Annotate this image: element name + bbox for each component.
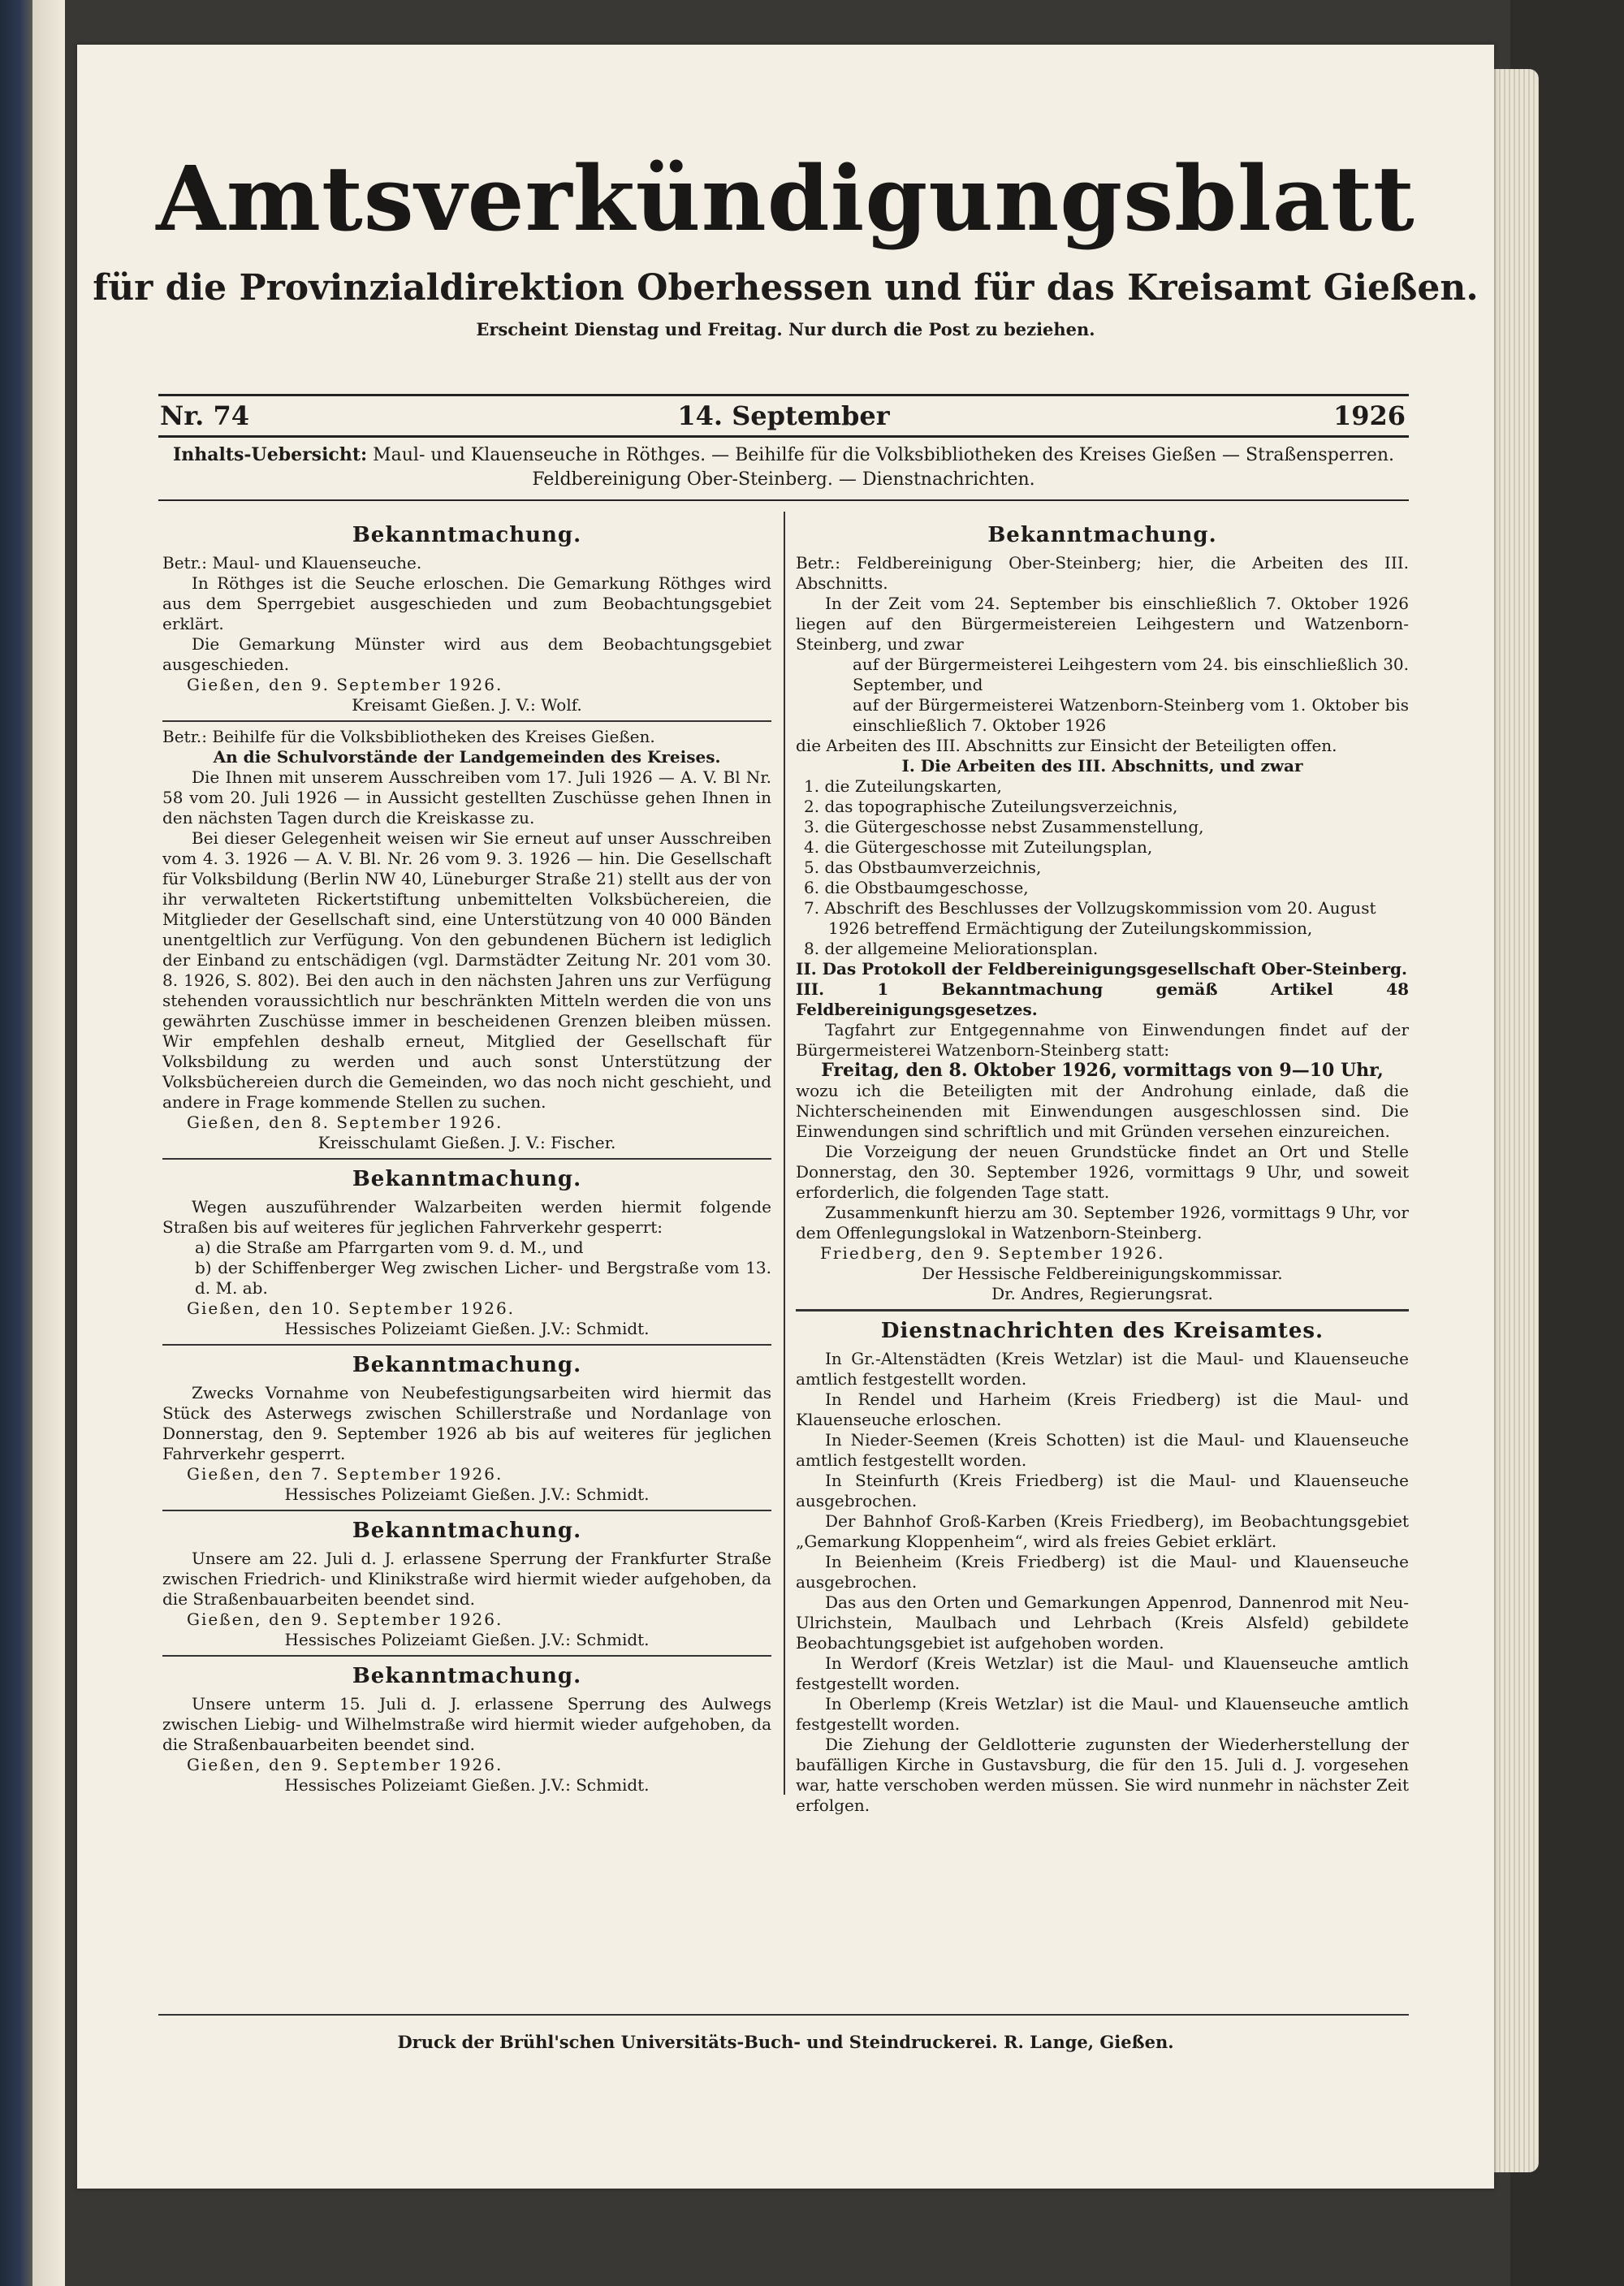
notice-asterweg [162,1350,771,1505]
news-paragraph: In Oberlemp (Kreis Wetzlar) ist die Maul- und Klauenseuche amtlich festgestellt worden. [796,1694,1409,1734]
notice-frankfurter-strasse [162,1516,771,1650]
left-page-edge [32,0,65,2286]
notice-paragraph: wozu ich die Beteiligten mit der Androhung einlade, daß die Nichterscheinenden mit Einwendungen ausgeschlossen sind. Die Einwendungen sind schriftlich und mit Gründen versehen einzureichen. [796,1081,1409,1141]
notice-aulweg [162,1662,771,1796]
notice-place-date: Gießen, den 9. September 1926. [187,1610,503,1629]
news-paragraph: In Rendel und Harheim (Kreis Friedberg) ist die Maul- und Klauenseuche erloschen. [796,1389,1409,1429]
notice-paragraph: die Arbeiten des III. Abschnitts zur Einsicht der Beteiligten offen. [796,736,1337,755]
notice-signature: Hessisches Polizeiamt Gießen. J.V.: Schmidt. [284,1484,650,1504]
section-rule [162,1510,771,1511]
issue-number: Nr. 74 [160,400,249,431]
footer-rule [158,2014,1409,2016]
section-rule [162,1344,771,1346]
notice-heading: Dienstnachrichten des Kreisamtes. [880,1319,1324,1343]
section-rule [162,1158,771,1160]
list-item: 1. die Zuteilungskarten, [804,776,1002,796]
notice-subject: Betr.: Beihilfe für die Volksbibliotheken des Kreises Gießen. [162,727,655,746]
right-column [796,516,1409,1816]
notice-signature: Hessisches Polizeiamt Gießen. J.V.: Schmidt. [284,1319,650,1338]
list-item: 7. Abschrift des Beschlusses der Vollzugskommission vom 20. August 1926 betreffend Ermächtigung der Zuteilungskommission, [804,898,1376,938]
notice-paragraph: Zwecks Vornahme von Neubefestigungsarbeiten wird hiermit das Stück des Asterwegs zwischen Schillerstraße und Nordanlage von Donnerstag, den 9. September 1926 ab bis auf weiteres für jeglichen Fahrverkehr gesperrt. [162,1383,771,1463]
notice-feldbereinigung [796,521,1409,1304]
notice-place-date: Gießen, den 8. September 1926. [187,1113,503,1132]
notice-paragraph: auf der Bürgermeisterei Watzenborn-Steinberg vom 1. Oktober bis einschließlich 7. Oktober 1926 [853,695,1409,735]
notice-paragraph: auf der Bürgermeisterei Leihgestern vom 24. bis einschließlich 30. September, und [853,655,1409,694]
notice-signature: Kreisschulamt Gießen. J. V.: Fischer. [317,1133,616,1152]
masthead-title: Amtsverkündigungsblatt [156,146,1415,251]
masthead-schedule: Erscheint Dienstag und Freitag. Nur durch die Post zu beziehen. [476,319,1095,339]
news-paragraph: Die Ziehung der Geldlotterie zugunsten der Wiederherstellung der baufälligen Kirche in Gustavsburg, die für den 15. Juli d. J. vorgesehen war, hatte verschoben werden müssen. Sie wird nunmehr in nächster Zeit erfolgen. [796,1735,1409,1815]
document-list [796,776,1409,959]
notice-signature: Hessisches Polizeiamt Gießen. J.V.: Schmidt. [284,1630,650,1649]
notice-walzarbeiten [162,1165,771,1339]
section-rule [796,1309,1409,1312]
toc-line-1: Maul- und Klauenseuche in Röthges. — Beihilfe für die Volksbibliotheken des Kreises Gießen — Straßensperren. [373,445,1395,465]
notice-item-b: b) der Schiffenberger Weg zwischen Licher- und Bergstraße vom 13. d. M. ab. [195,1258,771,1298]
news-paragraph: In Nieder-Seemen (Kreis Schotten) ist die Maul- und Klauenseuche amtlich festgestellt worden. [796,1430,1409,1470]
notice-signature: Kreisamt Gießen. J. V.: Wolf. [352,695,582,715]
issue-line [158,394,1409,438]
notice-paragraph: Bei dieser Gelegenheit weisen wir Sie erneut auf unser Ausschreiben vom 4. 3. 1926 — A. V. Bl. Nr. 26 vom 9. 3. 1926 — hin. Die Gesellschaft für Volksbildung (Berlin NW 40, Lüneburger Straße 21) stellt aus der von ihr verwalteten Rickertstiftung unbemittelten Volksbüchereien, die Mitglieder der Gesellschaft sind, eine Unterstützung von 40 000 Bänden unentgeltlich zur Verfügung. Von den gebundenen Büchern ist lediglich der Einband zu entschädigen (vgl. Darmstädter Zeitung Nr. 201 vom 30. 8. 1926, S. 802). Bei den auch in den nächsten Jahren uns zur Verfügung stehenden voraussichtlich nur beschränkten Mitteln werden die von uns gewährten Zuschüsse immer in bescheidenen Grenzen bleiben müssen. Wir empfehlen deshalb erneut, Mitglied der Gesellschaft für Volksbildung zu werden und auch sonst Unterstützung der Volksbüchereien durch die Gemeinden, wo das noch nicht geschieht, und andere in Frage kommende Stellen zu suchen. [162,828,771,1112]
section-rule [162,720,771,722]
notice-place-date: Gießen, den 9. September 1926. [187,1755,503,1774]
list-item: 4. die Gütergeschosse mit Zuteilungsplan, [804,837,1153,857]
notice-paragraph: Zusammenkunft hierzu am 30. September 1926, vormittags 9 Uhr, vor dem Offenlegungslokal in Watzenborn-Steinberg. [796,1203,1409,1242]
notice-paragraph: Unsere am 22. Juli d. J. erlassene Sperrung der Frankfurter Straße zwischen Friedrich- und Klinikstraße wird hiermit wieder aufgehoben, da die Straßenbauarbeiten beendet sind. [162,1549,771,1609]
toc-line-2: Feldbereinigung Ober-Steinberg. — Dienstnachrichten. [532,469,1035,490]
notice-place-date: Friedberg, den 9. September 1926. [820,1243,1165,1263]
notice-signature: Dr. Andres, Regierungsrat. [991,1284,1213,1303]
column-divider [784,512,785,1795]
list-item: 8. der allgemeine Meliorationsplan. [804,939,1099,958]
news-paragraph: Der Bahnhof Groß-Karben (Kreis Friedberg), im Beobachtungsgebiet „Gemarkung Kloppenheim“, wird als freies Gebiet erklärt. [796,1511,1409,1551]
notice-signature: Der Hessische Feldbereinigungskommissar. [922,1264,1283,1283]
left-column [162,516,771,1796]
notice-place-date: Gießen, den 10. September 1926. [187,1299,516,1318]
news-paragraph: In Beienheim (Kreis Friedberg) ist die Maul- und Klauenseuche ausgebrochen. [796,1552,1409,1592]
notice-heading: Bekanntmachung. [352,1167,582,1191]
notice-heading: Bekanntmachung. [352,1353,582,1377]
section-rule [162,1655,771,1657]
notice-paragraph: Die Ihnen mit unserem Ausschreiben vom 17. Juli 1926 — A. V. Bl Nr. 58 vom 20. Juli 1926 — in Aussicht gestellten Zuschüsse gehen Ihnen in den nächsten Tagen durch die Kreiskasse zu. [162,767,771,828]
notice-addressee: An die Schulvorstände der Landgemeinden des Kreises. [213,747,721,767]
notice-maul-roethges [162,521,771,715]
notice-subject: Betr.: Maul- und Klauenseuche. [162,553,422,573]
book-binding [0,0,32,2286]
notice-place-date: Gießen, den 7. September 1926. [187,1464,503,1484]
masthead-subtitle: für die Provinzialdirektion Oberhessen und für das Kreisamt Gießen. [93,267,1479,309]
notice-paragraph: Die Gemarkung Münster wird aus dem Beobachtungsgebiet ausgeschieden. [162,634,771,674]
toc-label: Inhalts-Uebersicht: [172,444,368,465]
notice-heading: Bekanntmachung. [352,1664,582,1688]
dienstnachrichten [796,1316,1409,1816]
notice-paragraph: In Röthges ist die Seuche erloschen. Die Gemarkung Röthges wird aus dem Sperrgebiet ausgeschieden und zum Beobachtungsgebiet erklärt. [162,573,771,633]
notice-heading: Bekanntmachung. [352,523,582,547]
printer-imprint: Druck der Brühl'schen Universitäts-Buch- und Steindruckerei. R. Lange, Gießen. [397,2032,1174,2052]
notice-paragraph: Unsere unterm 15. Juli d. J. erlassene Sperrung des Aulwegs zwischen Liebig- und Wilhelmstraße wird hiermit wieder aufgehoben, da die Straßenbauarbeiten beendet sind. [162,1694,771,1754]
notice-section-3: III. 1 Bekanntmachung gemäß Artikel 48 Feldbereinigungsgesetzes. [796,979,1409,1019]
list-item: 2. das topographische Zuteilungsverzeichnis, [804,797,1178,816]
notice-heading: Bekanntmachung. [987,523,1217,547]
news-paragraph: Das aus den Orten und Gemarkungen Appenrod, Dannenrod mit Neu-Ulrichstein, Maulbach und Lehrbach (Kreis Alsfeld) gebildete Beobachtungsgebiet ist aufgehoben worden. [796,1592,1409,1653]
notice-section-1: I. Die Arbeiten des III. Abschnitts, und zwar [901,756,1303,776]
toc-rule [158,499,1409,501]
news-paragraph: In Gr.-Altenstädten (Kreis Wetzlar) ist die Maul- und Klauenseuche amtlich festgestellt worden. [796,1349,1409,1389]
hearing-date: Freitag, den 8. Oktober 1926, vormittags von 9—10 Uhr, [821,1060,1384,1081]
news-paragraph: In Steinfurth (Kreis Friedberg) ist die Maul- und Klauenseuche ausgebrochen. [796,1471,1409,1510]
table-of-contents [158,443,1409,492]
list-item: 5. das Obstbaumverzeichnis, [804,858,1042,877]
notice-paragraph: Wegen auszuführender Walzarbeiten werden hiermit folgende Straßen bis auf weiteres für jeglichen Fahrverkehr gesperrt: [162,1197,771,1237]
notice-subject: Betr.: Feldbereinigung Ober-Steinberg; hier, die Arbeiten des III. Abschnitts. [796,553,1409,593]
notice-paragraph: Tagfahrt zur Entgegennahme von Einwendungen findet auf der Bürgermeisterei Watzenborn-Steinberg statt: [796,1020,1409,1060]
news-paragraph: In Werdorf (Kreis Wetzlar) ist die Maul- und Klauenseuche amtlich festgestellt worden. [796,1653,1409,1693]
list-item: 3. die Gütergeschosse nebst Zusammenstellung, [804,817,1204,836]
notice-item-a: a) die Straße am Pfarrgarten vom 9. d. M., und [195,1238,584,1257]
issue-date: 14. September [677,400,890,431]
notice-signature: Hessisches Polizeiamt Gießen. J.V.: Schmidt. [284,1775,650,1795]
notice-volksbibliotheken [162,727,771,1153]
notice-heading: Bekanntmachung. [352,1519,582,1543]
notice-place-date: Gießen, den 9. September 1926. [187,675,503,694]
notice-paragraph: In der Zeit vom 24. September bis einschließlich 7. Oktober 1926 liegen auf den Bürgermeistereien Leihgestern und Watzenborn-Steinberg, und zwar [796,594,1409,654]
notice-section-2: II. Das Protokoll der Feldbereinigungsgesellschaft Ober-Steinberg. [796,959,1407,979]
notice-paragraph: Die Vorzeigung der neuen Grundstücke findet an Ort und Stelle Donnerstag, den 30. September 1926, vormittags 9 Uhr, und soweit erforderlich, die folgenden Tage statt. [796,1142,1409,1202]
list-item: 6. die Obstbaumgeschosse, [804,878,1029,897]
issue-year: 1926 [1332,400,1406,431]
masthead [77,142,1494,342]
newspaper-page [77,45,1494,2189]
